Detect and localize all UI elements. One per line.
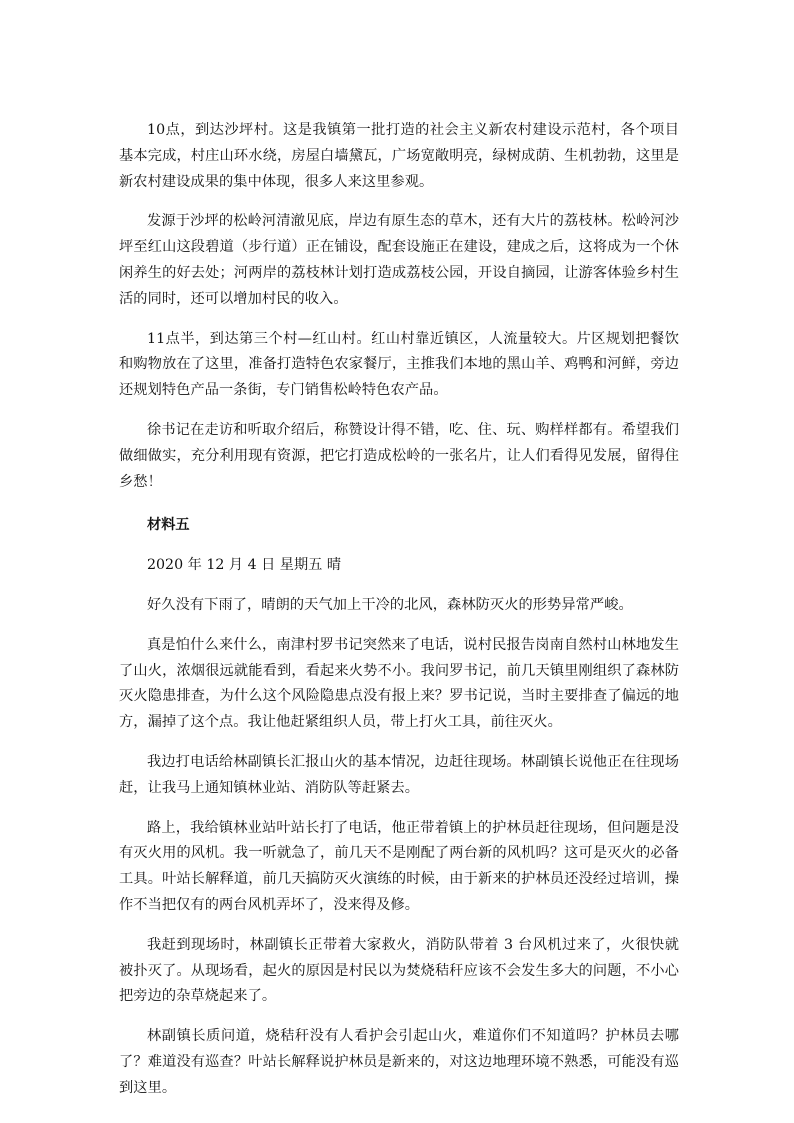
paragraph-fire-extinguished: 我赶到现场时，林副镇长正带着大家救火，消防队带着 3 台风机过来了，火很快就被扑灭了。从现场看，起火的原因是村民以为焚烧秸秆应该不会发生多大的问题，不小心把旁边的杂草烧起来了。 [119, 936, 679, 1005]
document-body [119, 118, 679, 1102]
paragraph-hongshan-village: 11点半，到达第三个村—红山村。红山村靠近镇区，人流量较大。片区规划把餐饮和购物放在了这里，准备打造特色农家餐厅，主推我们本地的黑山羊、鸡鸭和河鲜，旁边还规划特色产品一条街，专门销售松岭特色农产品。 [119, 330, 679, 399]
paragraph-call-deputy: 我边打电话给林副镇长汇报山火的基本情况，边赶往现场。林副镇长说他正在往现场赶，让我马上通知镇林业站、消防队等赶紧去。 [119, 753, 679, 796]
paragraph-fire-report: 真是怕什么来什么，南津村罗书记突然来了电话，说村民报告岗南自然村山林地发生了山火，浓烟很远就能看到，看起来火势不小。我问罗书记，前几天镇里刚组织了森林防灭火隐患排查，为什么这个风险隐患点没有报上来？罗书记说，当时主要排查了偏远的地方，漏掉了这个点。我让他赶紧组织人员，带上打火工具，前往灭火。 [119, 636, 679, 731]
paragraph-songling-river: 发源于沙坪的松岭河清澈见底，岸边有原生态的草木，还有大片的荔枝林。松岭河沙坪至红山这段碧道（步行道）正在铺设，配套设施正在建设，建成之后，这将成为一个休闲养生的好去处；河两岸的荔枝林计划打造成荔枝公园，开设自摘园，让游客体验乡村生活的同时，还可以增加村民的收入。 [119, 213, 679, 307]
paragraph-secretary-xu: 徐书记在走访和听取介绍后，称赞设计得不错，吃、住、玩、购样样都有。希望我们做细做实，充分利用现有资源，把它打造成松岭的一张名片，让人们看得见发展，留得住乡愁！ [119, 421, 679, 490]
paragraph-questioning: 林副镇长质问道，烧秸秆没有人看护会引起山火，难道你们不知道吗？护林员去哪了？难道没有巡查？叶站长解释说护林员是新来的，对这边地理环境不熟悉，可能没有巡到这里。 [119, 1028, 679, 1096]
paragraph-blower-issue: 路上，我给镇林业站叶站长打了电话，他正带着镇上的护林员赶往现场，但问题是没有灭火用的风机。我一听就急了，前几天不是刚配了两台新的风机吗？这可是灭火的必备工具。叶站长解释道，前几天搞防灭火演练的时候，由于新来的护林员还没经过培训，操作不当把仅有的两台风机弄坏了，没来得及修。 [119, 819, 679, 913]
paragraph-weather: 好久没有下雨了，晴朗的天气加上干冷的北风，森林防灭火的形势异常严峻。 [147, 596, 633, 613]
date-line: 2020 年 12 月 4 日 星期五 晴 [147, 557, 342, 574]
paragraph-shaping-village: 10点，到达沙坪村。这是我镇第一批打造的社会主义新农村建设示范村，各个项目基本完成，村庄山环水绕，房屋白墙黛瓦，广场宽敞明亮，绿树成荫、生机勃勃，这里是新农村建设成果的集中体现，很多人来这里参观。 [119, 122, 679, 190]
section-title: 材料五 [147, 517, 190, 534]
